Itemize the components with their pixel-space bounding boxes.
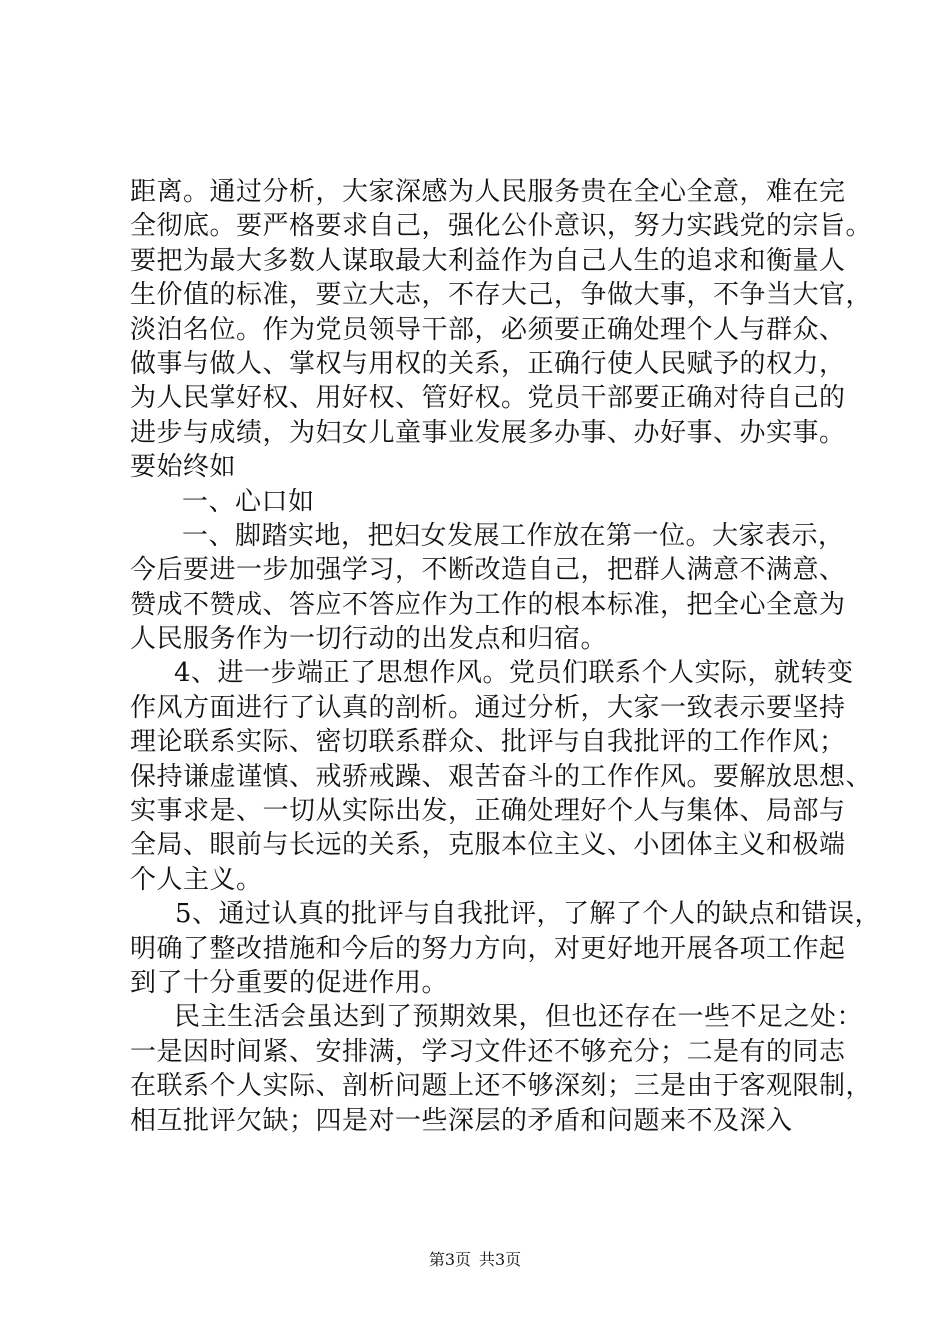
text-line: 淡泊名位。作为党员领导干部，必须要正确处理个人与群众、 xyxy=(130,314,846,345)
document-body xyxy=(130,175,882,1138)
text-line: 个人主义。 xyxy=(130,864,263,895)
text-line: 全彻底。要严格要求自己，强化公仆意识，努力实践党的宗旨。 xyxy=(130,211,873,242)
text-line: 理论联系实际、密切联系群众、批评与自我批评的工作作风； xyxy=(130,727,846,758)
text-line: 保持谦虚谨慎、戒骄戒躁、艰苦奋斗的工作作风。要解放思想、 xyxy=(130,761,873,792)
text-line: 要始终如 xyxy=(130,452,237,483)
text-line: 生价值的标准，要立大志，不存大己，争做大事，不争当大官， xyxy=(130,280,873,311)
page-number-total: 共3页 xyxy=(479,1250,522,1269)
text-line: 距离。通过分析，大家深感为人民服务贵在全心全意，难在完 xyxy=(130,177,846,207)
text-line: 实事求是、一切从实际出发，正确处理好个人与集体、局部与 xyxy=(130,796,846,827)
page-footer xyxy=(0,1250,950,1270)
page-number-current: 第3页 xyxy=(428,1250,471,1269)
text-line: 作风方面进行了认真的剖析。通过分析，大家一致表示要坚持 xyxy=(130,692,846,723)
text-line: 赞成不赞成、答应不答应作为工作的根本标准，把全心全意为 xyxy=(130,589,846,620)
text-line: 一、心口如 xyxy=(182,486,315,517)
text-line: 到了十分重要的促进作用。 xyxy=(130,967,449,998)
text-line: 进步与成绩，为妇女儿童事业发展多办事、办好事、办实事。 xyxy=(130,417,846,448)
text-line: 要把为最大多数人谋取最大利益作为自己人生的追求和衡量人 xyxy=(130,245,846,276)
text-line: 明确了整改措施和今后的努力方向，对更好地开展各项工作起 xyxy=(130,933,846,964)
text-line: 民主生活会虽达到了预期效果，但也还存在一些不足之处： xyxy=(174,1002,864,1033)
text-line: 在联系个人实际、剖析问题上还不够深刻；三是由于客观限制， xyxy=(130,1071,873,1102)
text-line: 人民服务作为一切行动的出发点和归宿。 xyxy=(130,624,608,655)
text-line: 一、脚踏实地，把妇女发展工作放在第一位。大家表示， xyxy=(182,520,845,551)
text-line: 为人民掌好权、用好权、管好权。党员干部要正确对待自己的 xyxy=(130,383,846,414)
text-line: 今后要进一步加强学习，不断改造自己，把群人满意不满意、 xyxy=(130,555,846,586)
text-line: 相互批评欠缺；四是对一些深层的矛盾和问题来不及深入 xyxy=(130,1105,793,1136)
text-line: 全局、眼前与长远的关系，克服本位主义、小团体主义和极端 xyxy=(130,830,846,861)
text-line: 做事与做人、掌权与用权的关系，正确行使人民赋予的权力， xyxy=(130,348,846,379)
text-line: 4、进一步端正了思想作风。党员们联系个人实际，就转变 xyxy=(174,658,854,689)
text-line: 一是因时间紧、安排满，学习文件还不够充分；二是有的同志 xyxy=(130,1036,846,1067)
text-line: 5、通过认真的批评与自我批评，了解了个人的缺点和错误， xyxy=(175,899,882,930)
